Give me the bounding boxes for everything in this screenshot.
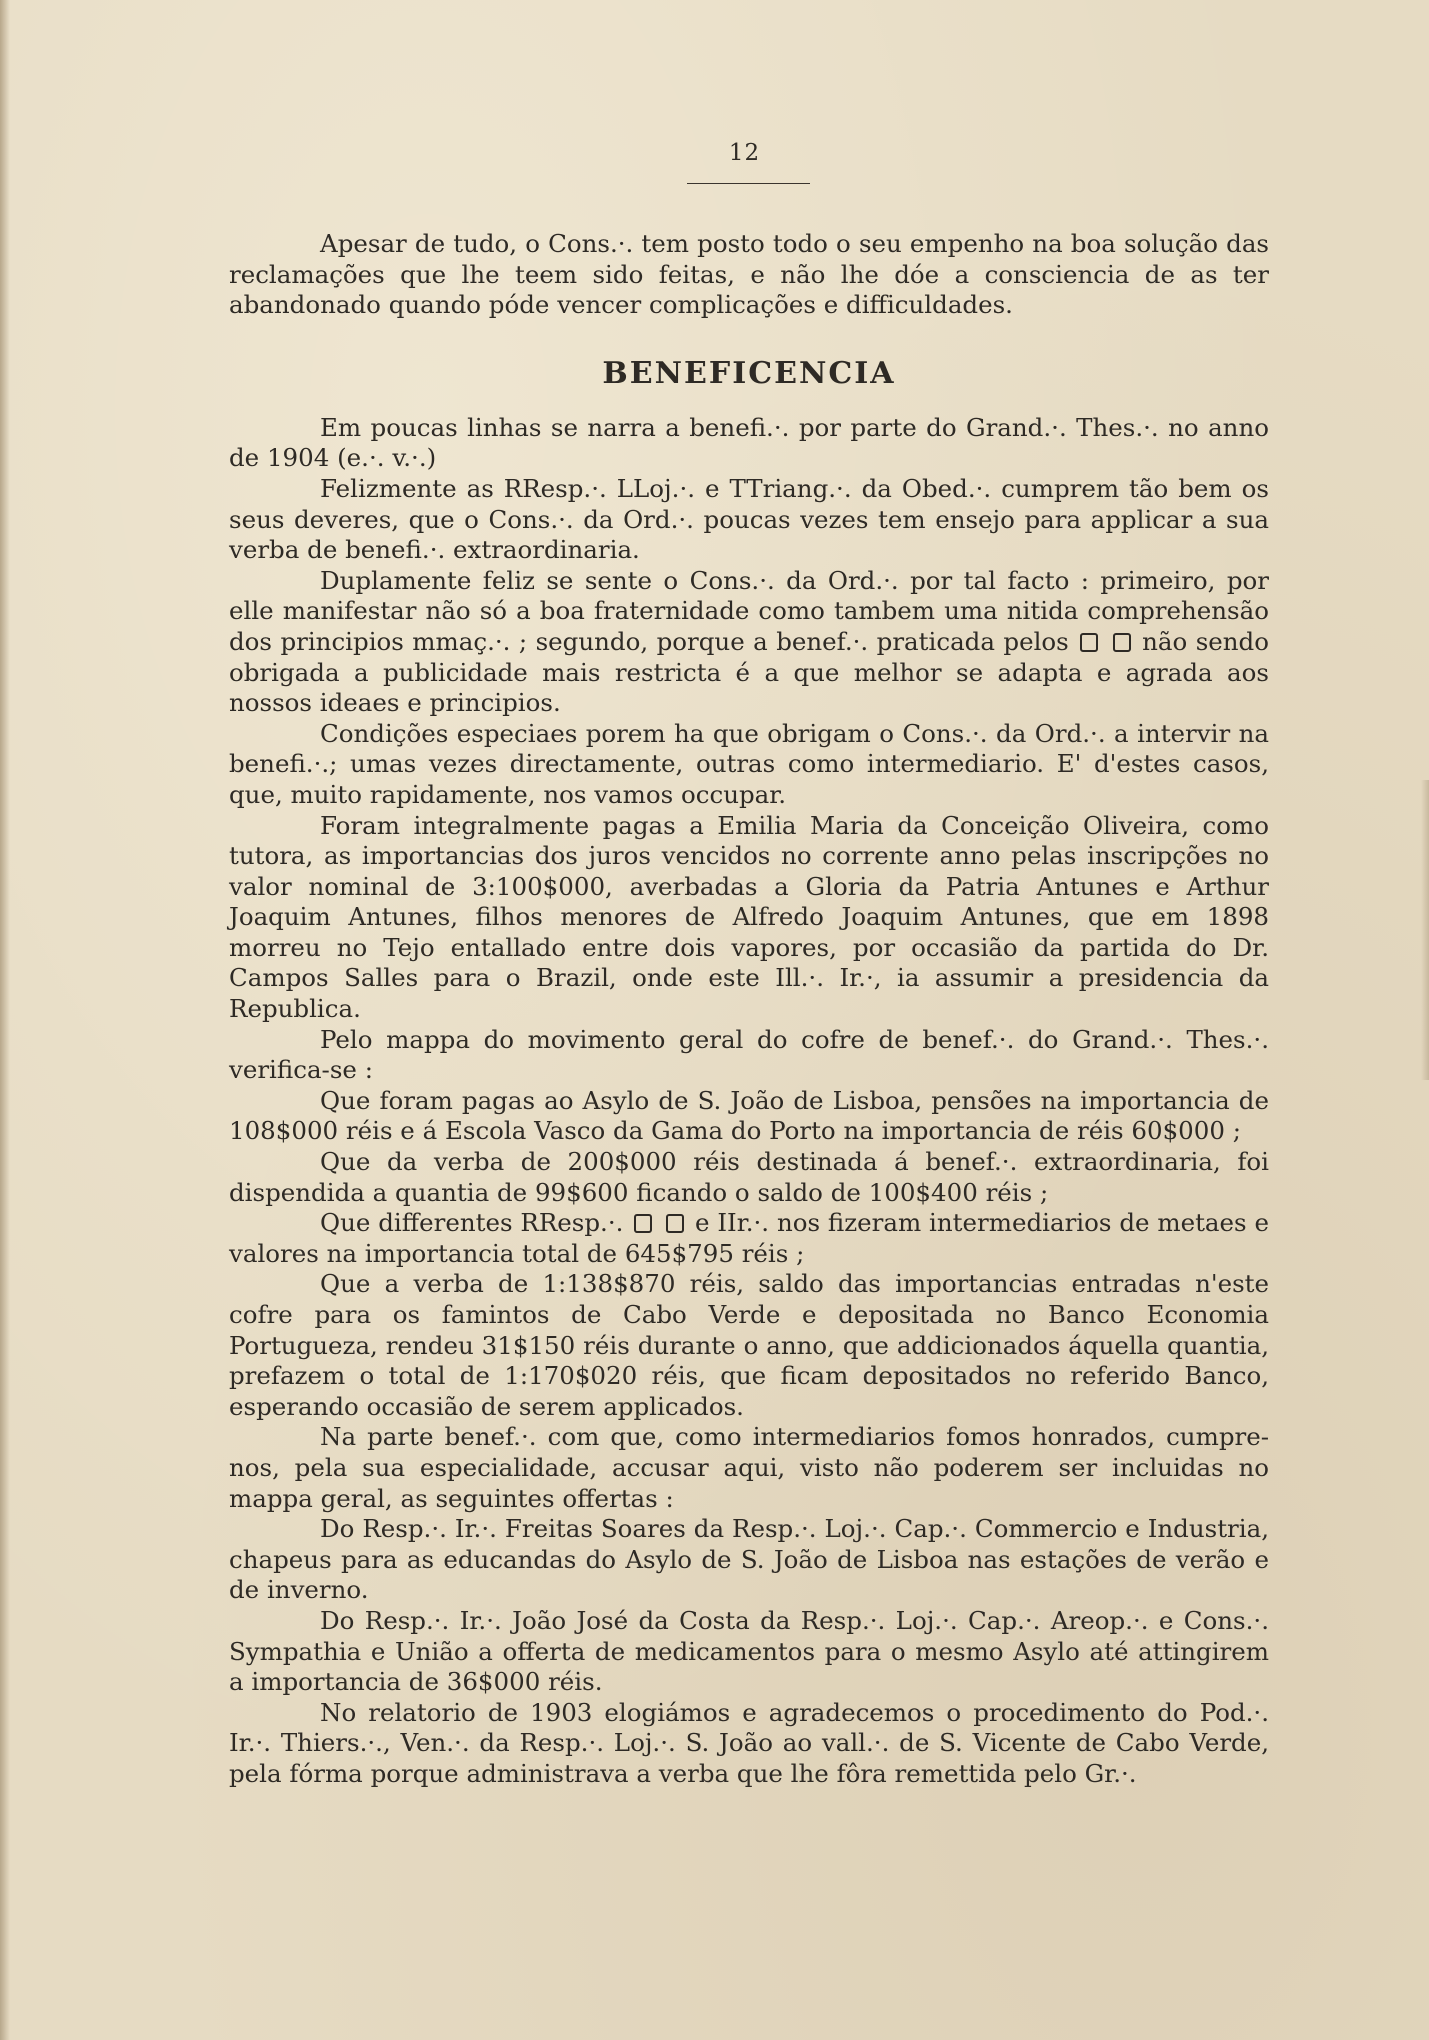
paragraph: Condições especiaes porem ha que obrigam o Cons.·. da Ord.·. a intervir na benefi.·.; umas vezes directamente, outras como intermediario. E' d'estes casos, que, muito rapidamente, nos vamos occupar. [229, 718, 1269, 809]
page-number-rule [687, 183, 810, 184]
paragraph-part: e IIr.·. nos fizeram intermediarios de metaes e valores na importancia total de 645$795 réis ; [229, 1208, 1269, 1268]
square-symbol [1113, 633, 1131, 652]
paragraph-part: Duplamente feliz se sente o Cons.·. da Ord.·. por tal facto : primeiro, por elle manifestar não só a boa fraternidade como tambem uma nitida comprehensão dos principios mmaç.·. ; segundo, porque a benef.·. praticada pelos [229, 565, 1269, 656]
body-text [229, 229, 1269, 1790]
paragraph: Em poucas linhas se narra a benefi.·. por parte do Grand.·. Thes.·. no anno de 1904 (e.·. v.·.) [229, 412, 1269, 473]
paragraph-part: não sendo obrigada a publicidade mais restricta é a que melhor se adapta e agrada aos nossos ideaes e principios. [229, 626, 1269, 718]
paragraph-duplamente [229, 566, 1269, 719]
paragraph: Que da verba de 200$000 réis destinada á benef.·. extraordinaria, foi dispendida a quantia de 99$600 ficando o saldo de 100$400 réis ; [229, 1147, 1269, 1207]
paragraph: Foram integralmente pagas a Emilia Maria da Conceição Oliveira, como tutora, as importancias dos juros vencidos no corrente anno pelas inscripções no valor nominal de 3:100$000, averbadas a Gloria da Patria Antunes e Arthur Joaquim Antunes, filhos menores de Alfredo Joaquim Antunes, que em 1898 morreu no Tejo entallado entre dois vapores, por occasião da partida do Dr. Campos Salles para o Brazil, onde este Ill.·. Ir.·, ia assumir a presidencia da Republica. [229, 810, 1269, 1024]
page-edge-stain [1421, 780, 1429, 1080]
square-symbol [1080, 633, 1098, 652]
paragraph: Do Resp.·. Ir.·. Freitas Soares da Resp.·. Loj.·. Cap.·. Commercio e Industria, chapeus para as educandas do Asylo de S. João de Lisboa nas estações de verão e de inverno. [229, 1514, 1269, 1605]
paragraph: Pelo mappa do movimento geral do cofre de benef.·. do Grand.·. Thes.·. verifica-se : [229, 1024, 1269, 1085]
page-number: 12 [728, 140, 761, 166]
paragraph: Que foram pagas ao Asylo de S. João de Lisboa, pensões na importancia de 108$000 réis e á Escola Vasco da Gama do Porto na importancia de réis 60$000 ; [229, 1085, 1269, 1146]
page-edge-shadow [0, 0, 10, 2040]
paragraph: No relatorio de 1903 elogiámos e agradecemos o procedimento do Pod.·. Ir.·. Thiers.·., Ven.·. da Resp.·. Loj.·. S. João ao vall.·. de S. Vicente de Cabo Verde, pela fórma porque administrava a verba que lhe fôra remettida pelo Gr.·. [229, 1697, 1269, 1788]
paragraph-part: Que differentes RResp.·. [320, 1208, 624, 1238]
square-symbol [666, 1214, 684, 1233]
paragraph: Do Resp.·. Ir.·. João José da Costa da Resp.·. Loj.·. Cap.·. Areop.·. e Cons.·. Sympathia e União a offerta de medicamentos para o mesmo Asylo até attingirem a importancia de 36$000 réis. [229, 1605, 1269, 1697]
paragraph: Que a verba de 1:138$870 réis, saldo das importancias entradas n'este cofre para os famintos de Cabo Verde e depositada no Banco Economia Portugueza, rendeu 31$150 réis durante o anno, que addicionados áquella quantia, prefazem o total de 1:170$020 réis, que ficam depositados no referido Banco, esperando occasião de serem applicados. [229, 1269, 1269, 1421]
paragraph: Felizmente as RResp.·. LLoj.·. e TTriang.·. da Obed.·. cumprem tão bem os seus deveres, que o Cons.·. da Ord.·. poucas vezes tem ensejo para applicar a sua verba de benefi.·. extraordinaria. [229, 473, 1269, 565]
paragraph-differentes [229, 1208, 1269, 1269]
square-symbol [634, 1214, 652, 1233]
intro-paragraph: Apesar de tudo, o Cons.·. tem posto todo o seu empenho na boa solução das reclamações que lhe teem sido feitas, e não lhe dóe a consciencia de as ter abandonado quando póde vencer complicações e difficuldades. [229, 229, 1269, 320]
paragraph: Na parte benef.·. com que, como intermediarios fomos honrados, cumpre-nos, pela sua especialidade, accusar aqui, visto não poderem ser incluidas no mappa geral, as seguintes offertas : [229, 1422, 1269, 1513]
section-title: BENEFICENCIA [602, 355, 896, 391]
